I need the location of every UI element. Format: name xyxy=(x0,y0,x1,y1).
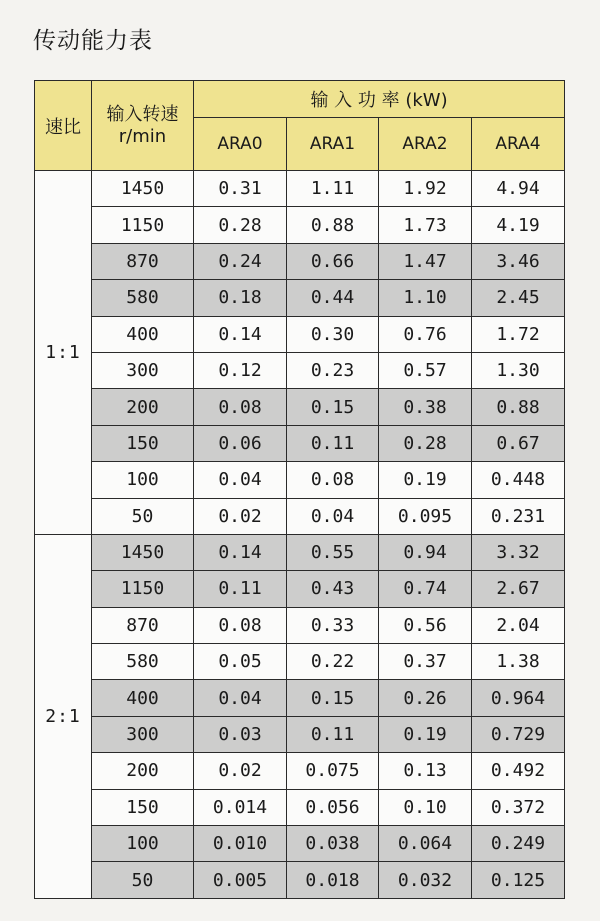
power-value-cell: 1.11 xyxy=(287,171,379,207)
power-value-cell: 1.38 xyxy=(472,644,565,680)
power-value-cell: 0.249 xyxy=(472,826,565,862)
power-value-cell: 0.14 xyxy=(194,316,287,352)
power-value-cell: 0.15 xyxy=(287,680,379,716)
power-value-cell: 0.67 xyxy=(472,425,565,461)
power-value-cell: 1.73 xyxy=(379,207,472,243)
power-value-cell: 1.10 xyxy=(379,280,472,316)
power-value-cell: 0.94 xyxy=(379,534,472,570)
input-speed-cell: 150 xyxy=(92,789,194,825)
power-value-cell: 0.28 xyxy=(379,425,472,461)
power-value-cell: 0.66 xyxy=(287,243,379,279)
input-speed-cell: 1150 xyxy=(92,571,194,607)
input-speed-cell: 200 xyxy=(92,753,194,789)
power-value-cell: 0.04 xyxy=(194,462,287,498)
table-row xyxy=(35,280,565,316)
header-input-speed-label: 输入转速 xyxy=(106,103,179,125)
power-value-cell: 0.125 xyxy=(472,862,565,898)
power-value-cell: 0.76 xyxy=(379,316,472,352)
power-value-cell: 0.02 xyxy=(194,498,287,534)
power-value-cell: 4.19 xyxy=(472,207,565,243)
table-row xyxy=(35,680,565,716)
header-model-ara1: ARA1 xyxy=(287,118,379,171)
power-value-cell: 0.729 xyxy=(472,716,565,752)
power-value-cell: 0.44 xyxy=(287,280,379,316)
header-input-power: 输 入 功 率 (kW) xyxy=(194,81,565,118)
input-speed-cell: 300 xyxy=(92,352,194,388)
power-value-cell: 0.28 xyxy=(194,207,287,243)
power-value-cell: 0.38 xyxy=(379,389,472,425)
input-speed-cell: 1450 xyxy=(92,171,194,207)
power-value-cell: 1.30 xyxy=(472,352,565,388)
power-value-cell: 0.03 xyxy=(194,716,287,752)
input-speed-cell: 400 xyxy=(92,316,194,352)
power-value-cell: 0.492 xyxy=(472,753,565,789)
power-value-cell: 0.04 xyxy=(194,680,287,716)
power-value-cell: 0.231 xyxy=(472,498,565,534)
input-speed-cell: 870 xyxy=(92,607,194,643)
power-value-cell: 3.32 xyxy=(472,534,565,570)
table-row xyxy=(35,352,565,388)
power-value-cell: 0.37 xyxy=(379,644,472,680)
table-row xyxy=(35,607,565,643)
table-row xyxy=(35,862,565,898)
table-row xyxy=(35,171,565,207)
power-value-cell: 0.064 xyxy=(379,826,472,862)
input-speed-cell: 100 xyxy=(92,826,194,862)
power-value-cell: 0.08 xyxy=(194,607,287,643)
power-value-cell: 1.72 xyxy=(472,316,565,352)
power-value-cell: 0.014 xyxy=(194,789,287,825)
power-value-cell: 0.448 xyxy=(472,462,565,498)
power-value-cell: 0.12 xyxy=(194,352,287,388)
input-speed-cell: 580 xyxy=(92,644,194,680)
power-value-cell: 0.02 xyxy=(194,753,287,789)
power-value-cell: 3.46 xyxy=(472,243,565,279)
input-speed-cell: 580 xyxy=(92,280,194,316)
power-value-cell: 0.11 xyxy=(194,571,287,607)
table-row xyxy=(35,789,565,825)
power-value-cell: 0.22 xyxy=(287,644,379,680)
table-row xyxy=(35,826,565,862)
power-value-cell: 0.13 xyxy=(379,753,472,789)
table-row xyxy=(35,716,565,752)
power-value-cell: 0.010 xyxy=(194,826,287,862)
power-value-cell: 0.10 xyxy=(379,789,472,825)
table-row xyxy=(35,425,565,461)
power-value-cell: 0.74 xyxy=(379,571,472,607)
power-value-cell: 0.964 xyxy=(472,680,565,716)
input-speed-cell: 870 xyxy=(92,243,194,279)
power-value-cell: 0.43 xyxy=(287,571,379,607)
input-speed-cell: 400 xyxy=(92,680,194,716)
power-value-cell: 0.31 xyxy=(194,171,287,207)
power-value-cell: 0.18 xyxy=(194,280,287,316)
power-value-cell: 0.04 xyxy=(287,498,379,534)
power-value-cell: 0.06 xyxy=(194,425,287,461)
power-value-cell: 0.056 xyxy=(287,789,379,825)
table-row xyxy=(35,462,565,498)
table-row xyxy=(35,207,565,243)
table-row xyxy=(35,534,565,570)
table-row xyxy=(35,753,565,789)
power-value-cell: 2.04 xyxy=(472,607,565,643)
power-value-cell: 0.19 xyxy=(379,462,472,498)
table-row xyxy=(35,644,565,680)
table-row xyxy=(35,571,565,607)
speed-ratio-cell: 2:1 xyxy=(35,534,92,898)
input-speed-cell: 100 xyxy=(92,462,194,498)
power-value-cell: 0.56 xyxy=(379,607,472,643)
power-value-cell: 0.08 xyxy=(287,462,379,498)
transmission-capacity-table xyxy=(34,80,565,899)
power-value-cell: 0.08 xyxy=(194,389,287,425)
power-value-cell: 0.11 xyxy=(287,716,379,752)
power-value-cell: 2.45 xyxy=(472,280,565,316)
input-speed-cell: 50 xyxy=(92,498,194,534)
header-model-ara2: ARA2 xyxy=(379,118,472,171)
input-speed-cell: 300 xyxy=(92,716,194,752)
power-value-cell: 0.005 xyxy=(194,862,287,898)
input-speed-cell: 1150 xyxy=(92,207,194,243)
power-value-cell: 0.05 xyxy=(194,644,287,680)
power-value-cell: 1.92 xyxy=(379,171,472,207)
power-value-cell: 0.15 xyxy=(287,389,379,425)
table-row xyxy=(35,498,565,534)
power-value-cell: 1.47 xyxy=(379,243,472,279)
power-value-cell: 0.30 xyxy=(287,316,379,352)
header-speed-ratio: 速比 xyxy=(35,81,92,171)
power-value-cell: 0.095 xyxy=(379,498,472,534)
power-value-cell: 0.018 xyxy=(287,862,379,898)
speed-ratio-cell: 1:1 xyxy=(35,171,92,535)
power-value-cell: 0.88 xyxy=(472,389,565,425)
power-value-cell: 0.24 xyxy=(194,243,287,279)
power-value-cell: 0.372 xyxy=(472,789,565,825)
power-value-cell: 2.67 xyxy=(472,571,565,607)
power-value-cell: 0.032 xyxy=(379,862,472,898)
table-row xyxy=(35,389,565,425)
input-speed-cell: 50 xyxy=(92,862,194,898)
header-model-ara0: ARA0 xyxy=(194,118,287,171)
input-speed-cell: 1450 xyxy=(92,534,194,570)
input-speed-cell: 150 xyxy=(92,425,194,461)
table-row xyxy=(35,243,565,279)
power-value-cell: 0.55 xyxy=(287,534,379,570)
power-value-cell: 0.19 xyxy=(379,716,472,752)
power-value-cell: 0.14 xyxy=(194,534,287,570)
header-input-speed-unit: r/min xyxy=(118,125,167,147)
table-row xyxy=(35,316,565,352)
header-input-speed xyxy=(92,81,194,171)
power-value-cell: 0.57 xyxy=(379,352,472,388)
power-value-cell: 0.038 xyxy=(287,826,379,862)
power-value-cell: 0.11 xyxy=(287,425,379,461)
power-value-cell: 0.26 xyxy=(379,680,472,716)
table-body xyxy=(35,171,565,899)
header-model-ara4: ARA4 xyxy=(472,118,565,171)
power-value-cell: 4.94 xyxy=(472,171,565,207)
power-value-cell: 0.33 xyxy=(287,607,379,643)
page-title: 传动能力表 xyxy=(33,28,153,54)
power-value-cell: 0.23 xyxy=(287,352,379,388)
input-speed-cell: 200 xyxy=(92,389,194,425)
power-value-cell: 0.075 xyxy=(287,753,379,789)
power-value-cell: 0.88 xyxy=(287,207,379,243)
